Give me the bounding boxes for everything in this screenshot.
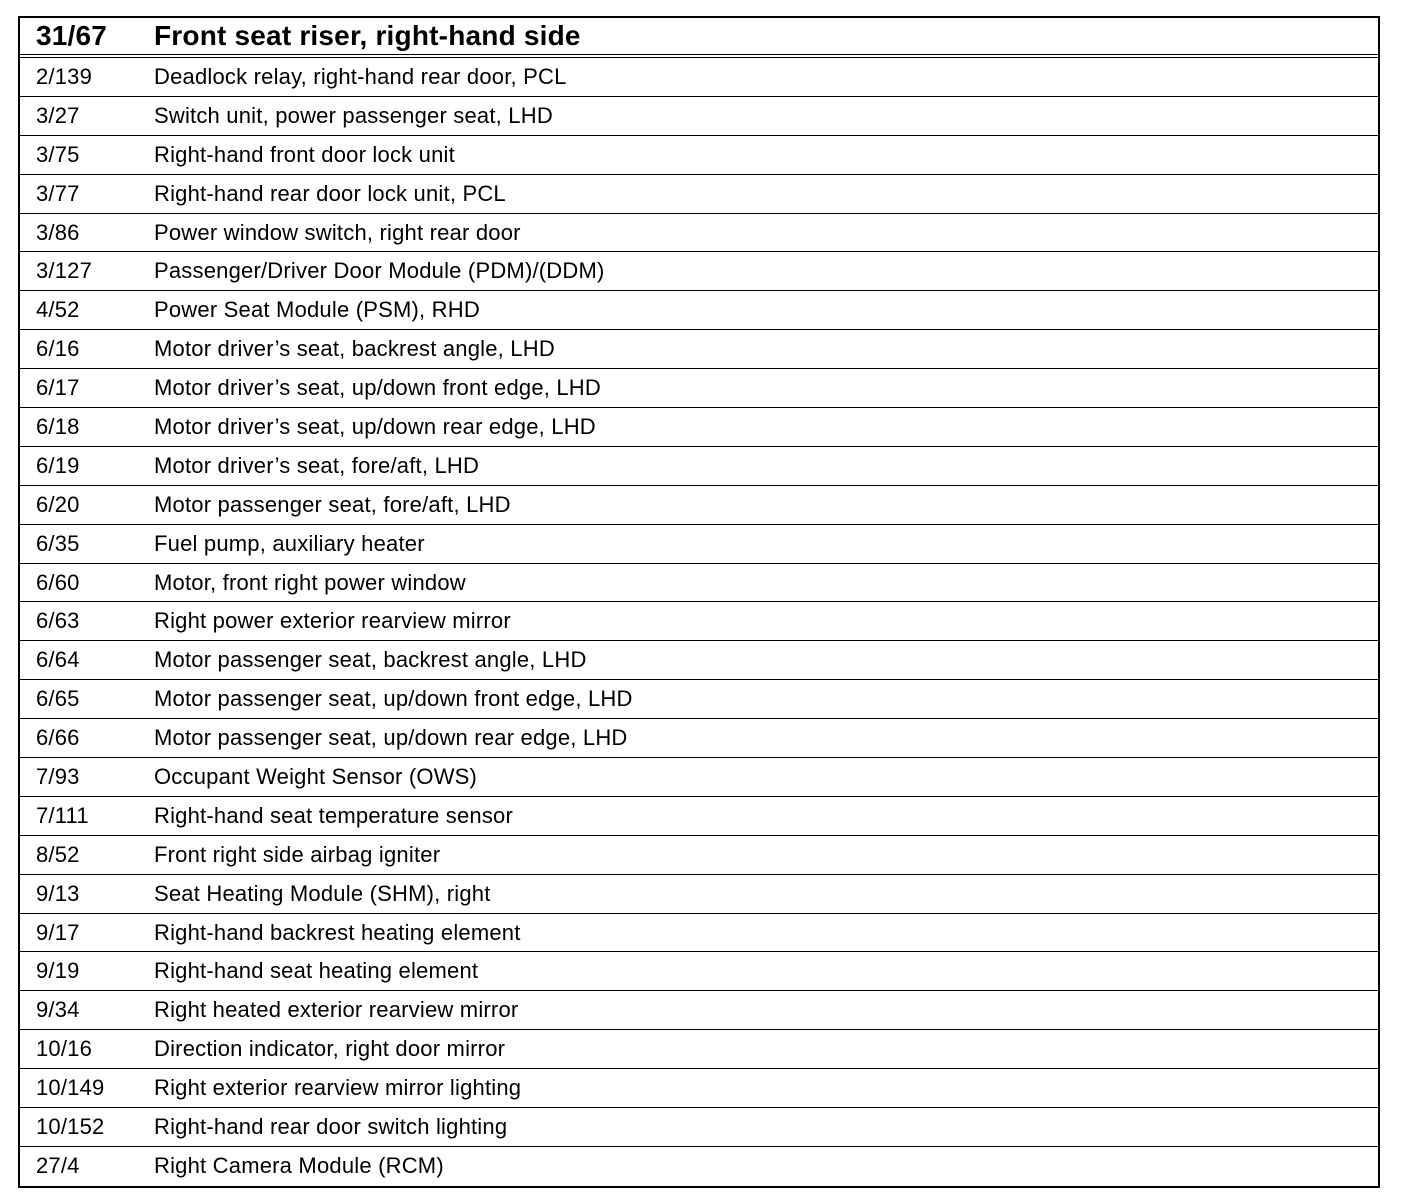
table-row <box>20 291 1378 330</box>
component-description: Right-hand front door lock unit <box>154 141 455 167</box>
component-code: 10/16 <box>36 1036 93 1062</box>
component-description: Power Seat Module (PSM), RHD <box>154 297 480 323</box>
component-description: Right exterior rearview mirror lighting <box>154 1075 522 1101</box>
component-code: 6/66 <box>36 725 80 751</box>
component-legend-table <box>18 16 1380 1188</box>
component-code: 6/17 <box>36 375 80 401</box>
table-row <box>20 136 1378 175</box>
table-row <box>20 1147 1378 1186</box>
component-code: 3/127 <box>36 258 93 284</box>
component-description: Direction indicator, right door mirror <box>154 1036 506 1062</box>
table-header-row <box>20 18 1378 58</box>
table-row <box>20 952 1378 991</box>
component-code: 6/64 <box>36 647 80 673</box>
component-code: 9/17 <box>36 919 80 945</box>
table-row <box>20 797 1378 836</box>
component-code: 8/52 <box>36 841 80 867</box>
component-description: Switch unit, power passenger seat, LHD <box>154 102 553 128</box>
component-code: 27/4 <box>36 1153 80 1179</box>
component-description: Power window switch, right rear door <box>154 219 521 245</box>
component-description: Motor passenger seat, backrest angle, LHD <box>154 647 587 673</box>
header-code: 31/67 <box>36 20 108 51</box>
component-description: Motor, front right power window <box>154 569 466 595</box>
table-row <box>20 1108 1378 1147</box>
component-description: Right-hand seat heating element <box>154 958 479 984</box>
component-description: Seat Heating Module (SHM), right <box>154 880 491 906</box>
component-code: 6/60 <box>36 569 80 595</box>
component-description: Fuel pump, auxiliary heater <box>154 530 425 556</box>
component-code: 6/35 <box>36 530 80 556</box>
component-code: 10/152 <box>36 1113 105 1139</box>
component-description: Right-hand backrest heating element <box>154 919 521 945</box>
table-row <box>20 836 1378 875</box>
component-code: 9/19 <box>36 958 80 984</box>
component-description: Passenger/Driver Door Module (PDM)/(DDM) <box>154 258 605 284</box>
table-row <box>20 719 1378 758</box>
component-description: Occupant Weight Sensor (OWS) <box>154 763 478 789</box>
component-description: Right-hand rear door lock unit, PCL <box>154 180 506 206</box>
component-code: 3/86 <box>36 219 80 245</box>
table-row <box>20 97 1378 136</box>
table-row <box>20 214 1378 253</box>
component-description: Deadlock relay, right-hand rear door, PCL <box>154 63 567 89</box>
component-code: 7/93 <box>36 763 80 789</box>
component-description: Front right side airbag igniter <box>154 841 441 867</box>
component-code: 4/52 <box>36 297 80 323</box>
component-code: 3/27 <box>36 102 80 128</box>
component-code: 6/63 <box>36 608 80 634</box>
component-code: 3/75 <box>36 141 80 167</box>
table-row <box>20 175 1378 214</box>
table-row <box>20 875 1378 914</box>
component-code: 7/111 <box>36 802 89 828</box>
table-row <box>20 991 1378 1030</box>
component-code: 6/20 <box>36 491 80 517</box>
component-description: Motor passenger seat, up/down front edge, LHD <box>154 686 633 712</box>
table-row <box>20 369 1378 408</box>
component-description: Right Camera Module (RCM) <box>154 1153 444 1179</box>
table-row <box>20 58 1378 97</box>
table-row <box>20 641 1378 680</box>
component-description: Motor passenger seat, fore/aft, LHD <box>154 491 511 517</box>
component-code: 9/34 <box>36 997 80 1023</box>
component-description: Motor driver’s seat, fore/aft, LHD <box>154 452 480 478</box>
table-row <box>20 525 1378 564</box>
component-description: Motor driver’s seat, up/down front edge, LHD <box>154 375 601 401</box>
component-description: Right heated exterior rearview mirror <box>154 997 519 1023</box>
table-row <box>20 447 1378 486</box>
table-row <box>20 408 1378 447</box>
component-code: 6/16 <box>36 336 80 362</box>
component-description: Right-hand rear door switch lighting <box>154 1113 508 1139</box>
table-body <box>20 58 1378 1186</box>
component-description: Motor passenger seat, up/down rear edge, LHD <box>154 725 628 751</box>
component-description: Motor driver’s seat, backrest angle, LHD <box>154 336 555 362</box>
component-code: 6/65 <box>36 686 80 712</box>
component-description: Right-hand seat temperature sensor <box>154 802 513 828</box>
component-code: 10/149 <box>36 1075 105 1101</box>
table-row <box>20 252 1378 291</box>
component-code: 9/13 <box>36 880 80 906</box>
table-row <box>20 330 1378 369</box>
component-code: 3/77 <box>36 180 80 206</box>
table-row <box>20 602 1378 641</box>
table-row <box>20 486 1378 525</box>
component-code: 6/19 <box>36 452 80 478</box>
table-row <box>20 564 1378 603</box>
table-row <box>20 758 1378 797</box>
component-code: 2/139 <box>36 63 93 89</box>
table-row <box>20 914 1378 953</box>
table-row <box>20 680 1378 719</box>
table-row <box>20 1069 1378 1108</box>
header-title: Front seat riser, right-hand side <box>154 20 581 51</box>
table-row <box>20 1030 1378 1069</box>
component-description: Motor driver’s seat, up/down rear edge, LHD <box>154 413 596 439</box>
component-description: Right power exterior rearview mirror <box>154 608 511 634</box>
component-code: 6/18 <box>36 413 80 439</box>
